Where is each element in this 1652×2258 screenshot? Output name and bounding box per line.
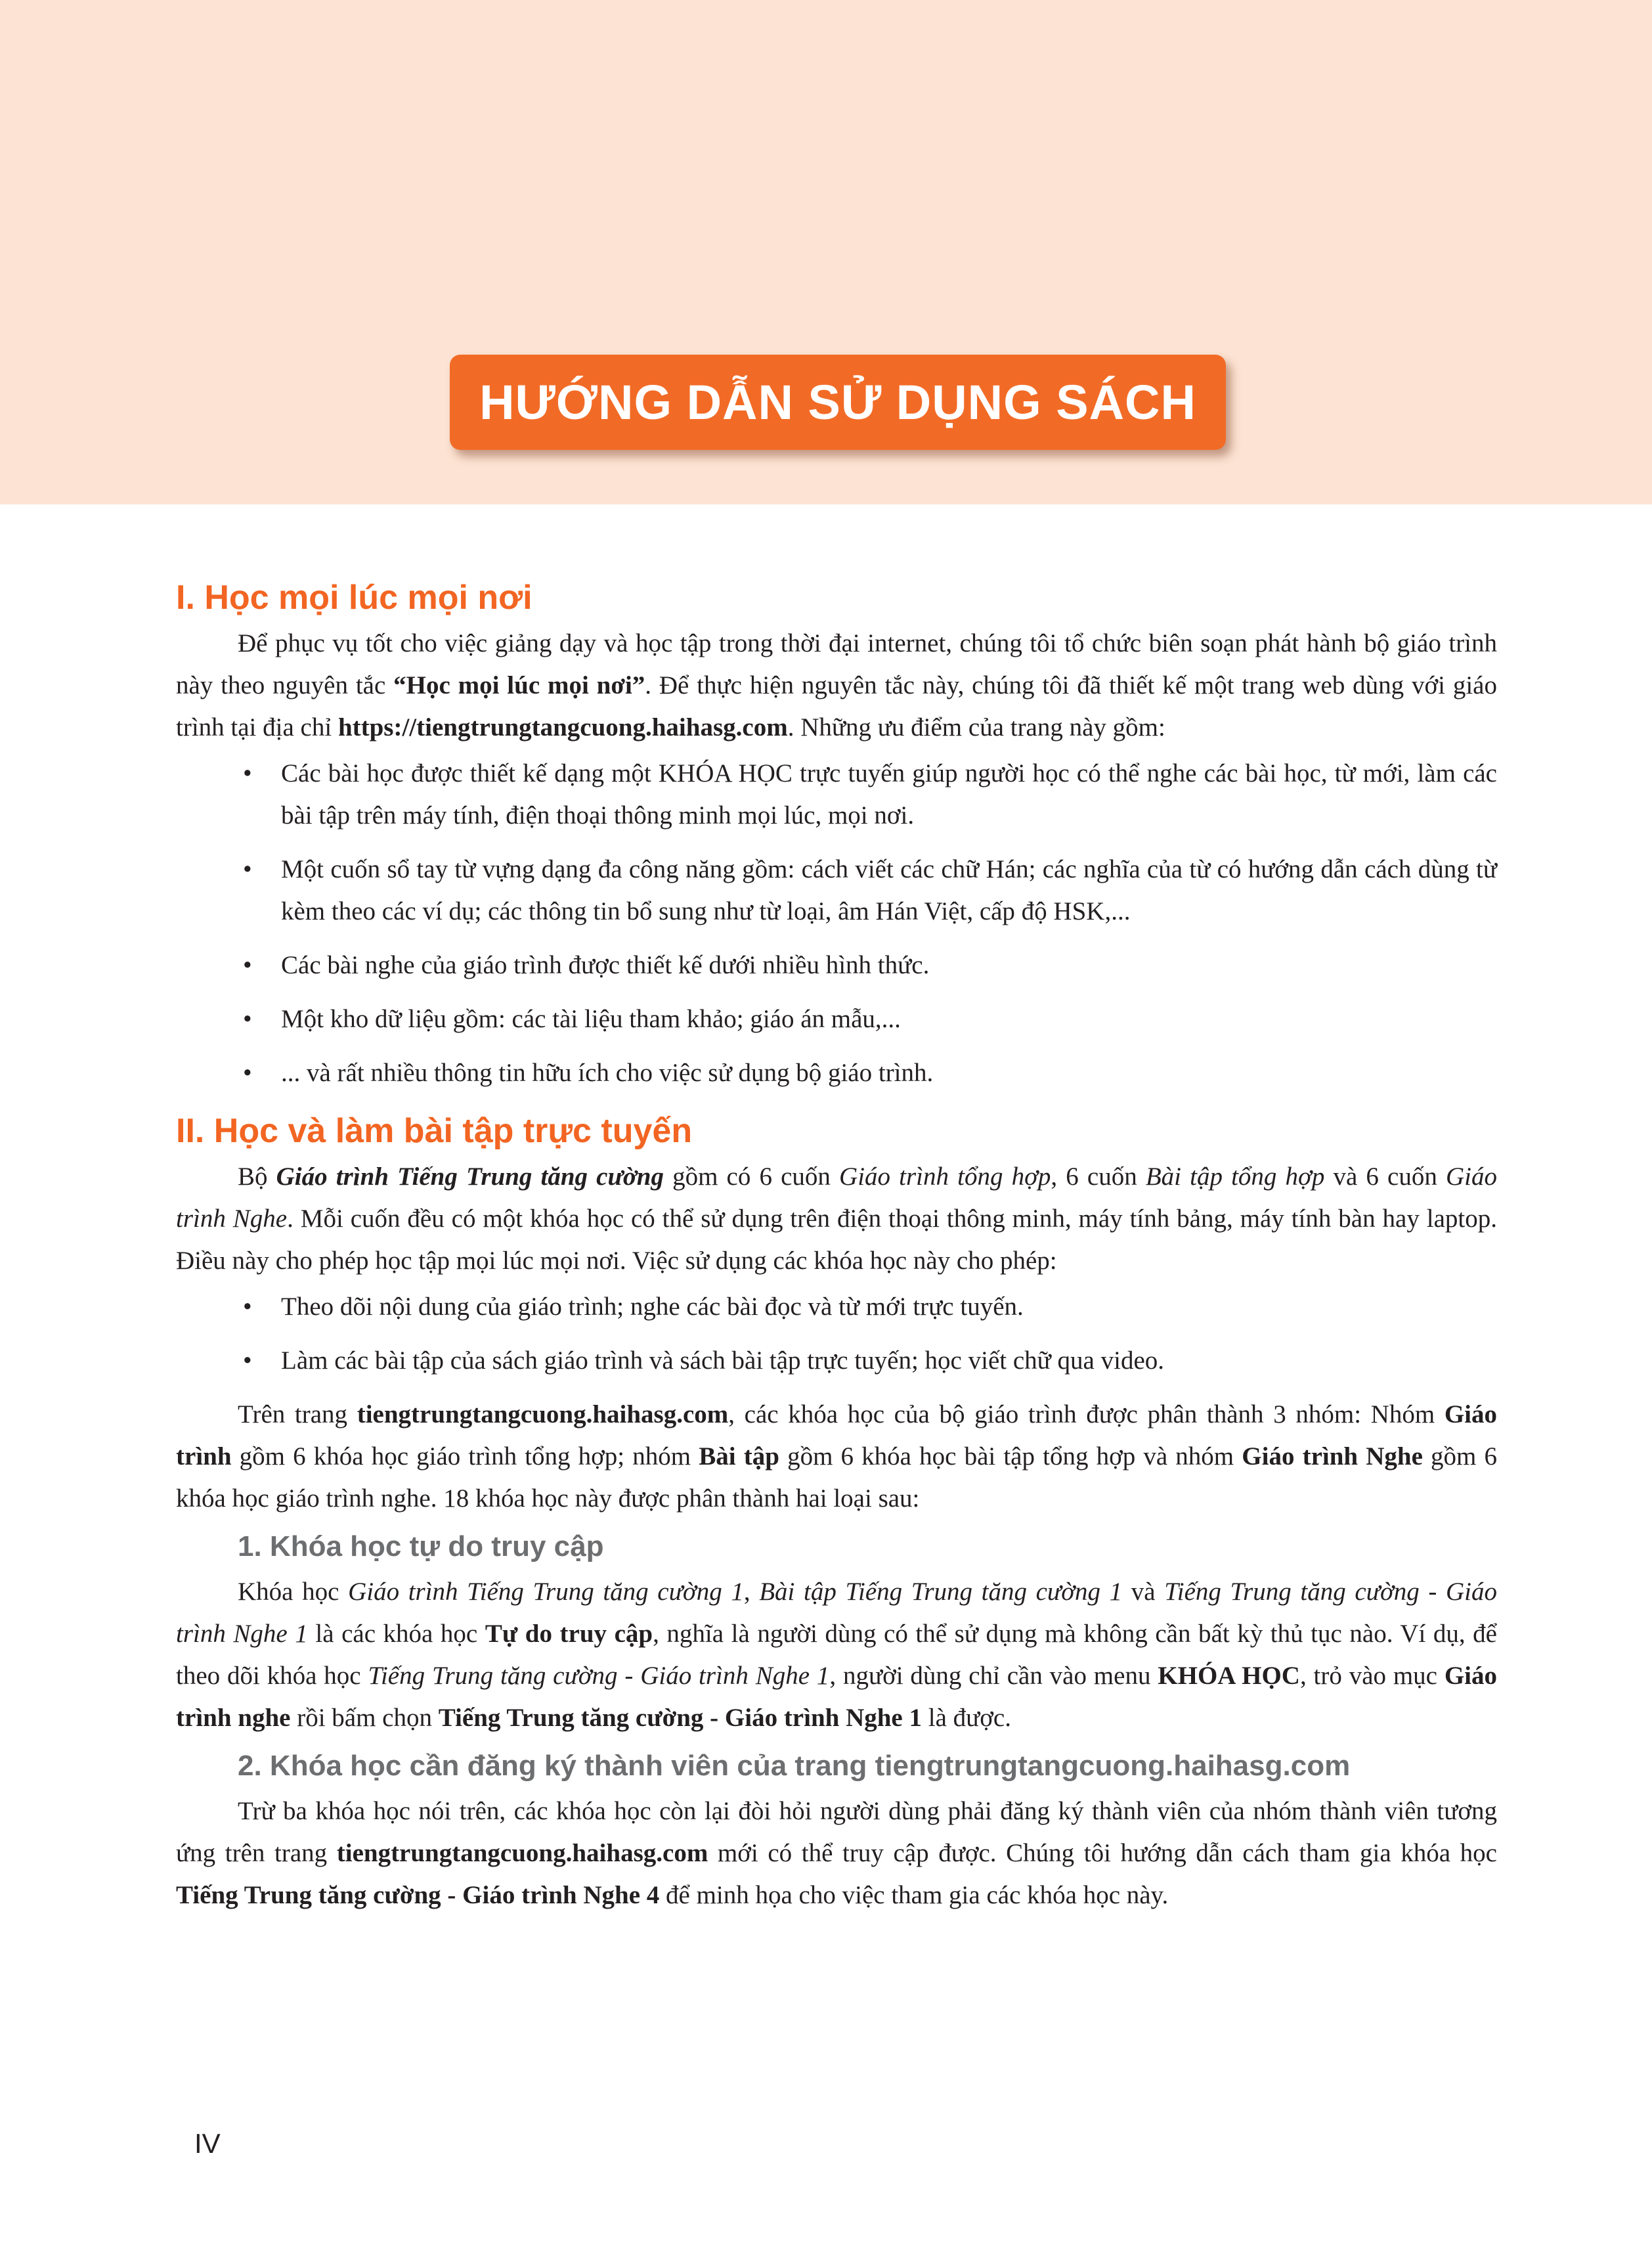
section-2-paragraph-1: Bộ Giáo trình Tiếng Trung tăng cường gồm có 6 cuốn Giáo trình tổng hợp, 6 cuốn Bài tập tổng hợp và 6 cuốn Giáo trình Nghe. Mỗi cuốn đều có một khóa học có thể sử dụng trên điện thoại thông minh, máy tính bảng, máy tính bàn hay laptop. Điều này cho phép học tập mọi lúc mọi nơi. Việc sử dụng các khóa học này cho phép: (176, 1162, 1497, 1275)
list-item: • Theo dõi nội dung của giáo trình; nghe các bài đọc và từ mới trực tuyến. (176, 1286, 1497, 1328)
bullet-icon: • (243, 1059, 252, 1087)
section-1-intro: Để phục vụ tốt cho việc giảng dạy và học tập trong thời đại internet, chúng tôi tổ chức biên soạn phát hành bộ giáo trình này theo nguyên tắc “Học mọi lúc mọi nơi”. Để thực hiện nguyên tắc này, chúng tôi đã thiết kế một trang web dùng với giáo trình tại địa chỉ https://tiengtrungtangcuong.haihasg.com. Những ưu điểm của trang này gồm: (176, 629, 1497, 742)
main-content (176, 573, 1497, 1916)
list-item: • Một kho dữ liệu gồm: các tài liệu tham khảo; giáo án mẫu,... (176, 998, 1497, 1040)
title-banner (450, 355, 1226, 450)
list-item: • Làm các bài tập của sách giáo trình và sách bài tập trực tuyến; học viết chữ qua video. (176, 1340, 1497, 1382)
bullet-icon: • (243, 1005, 252, 1033)
list-item: • Các bài học được thiết kế dạng một KHÓA HỌC trực tuyến giúp người học có thể nghe các bài học, từ mới, làm các bài tập trên máy tính, điện thoại thông minh mọi lúc, mọi nơi. (176, 753, 1497, 837)
list-item: • Các bài nghe của giáo trình được thiết kế dưới nhiều hình thức. (176, 944, 1497, 986)
subsection-1-heading: 1. Khóa học tự do truy cập (238, 1530, 604, 1562)
header-band (0, 0, 1652, 504)
section-1-heading: I. Học mọi lúc mọi nơi (176, 579, 533, 617)
subsection-2-paragraph: Trừ ba khóa học nói trên, các khóa học còn lại đòi hỏi người dùng phải đăng ký thành viên của nhóm thành viên tương ứng trên trang tiengtrungtangcuong.haihasg.com mới có thể truy cập được. Chúng tôi hướng dẫn cách tham gia khóa học Tiếng Trung tăng cường - Giáo trình Nghe 4 để minh họa cho việc tham gia các khóa học này. (176, 1797, 1497, 1909)
section-2-bullet-list (176, 1286, 1497, 1382)
page-title: HƯỚNG DẪN SỬ DỤNG SÁCH (479, 375, 1196, 430)
bullet-icon: • (243, 951, 252, 979)
bullet-icon: • (243, 855, 252, 883)
subsection-2-heading: 2. Khóa học cần đăng ký thành viên của trang tiengtrungtangcuong.haihasg.com (238, 1750, 1351, 1782)
section-2-heading: II. Học và làm bài tập trực tuyến (176, 1112, 693, 1150)
section-2-paragraph-2: Trên trang tiengtrungtangcuong.haihasg.com, các khóa học của bộ giáo trình được phân thành 3 nhóm: Nhóm Giáo trình gồm 6 khóa học giáo trình tổng hợp; nhóm Bài tập gồm 6 khóa học bài tập tổng hợp và nhóm Giáo trình Nghe gồm 6 khóa học giáo trình nghe. 18 khóa học này được phân thành hai loại sau: (176, 1400, 1498, 1513)
list-item: • ... và rất nhiều thông tin hữu ích cho việc sử dụng bộ giáo trình. (176, 1052, 1497, 1094)
list-item: • Một cuốn sổ tay từ vựng dạng đa công năng gồm: cách viết các chữ Hán; các nghĩa của từ có hướng dẫn cách dùng từ kèm theo các ví dụ; các thông tin bổ sung như từ loại, âm Hán Việt, cấp độ HSK,... (176, 849, 1497, 933)
section-1-bullet-list (176, 753, 1497, 1094)
subsection-1-paragraph: Khóa học Giáo trình Tiếng Trung tăng cường 1, Bài tập Tiếng Trung tăng cường 1 và Tiếng Trung tăng cường - Giáo trình Nghe 1 là các khóa học Tự do truy cập, nghĩa là người dùng có thể sử dụng mà không cần bất kỳ thủ tục nào. Ví dụ, để theo dõi khóa học Tiếng Trung tăng cường - Giáo trình Nghe 1, người dùng chỉ cần vào menu KHÓA HỌC, trỏ vào mục Giáo trình nghe rồi bấm chọn Tiếng Trung tăng cường - Giáo trình Nghe 1 là được. (176, 1578, 1498, 1732)
bullet-icon: • (243, 1346, 252, 1375)
bullet-icon: • (243, 1293, 252, 1321)
page-number: IV (194, 2128, 221, 2159)
bullet-icon: • (243, 759, 252, 787)
